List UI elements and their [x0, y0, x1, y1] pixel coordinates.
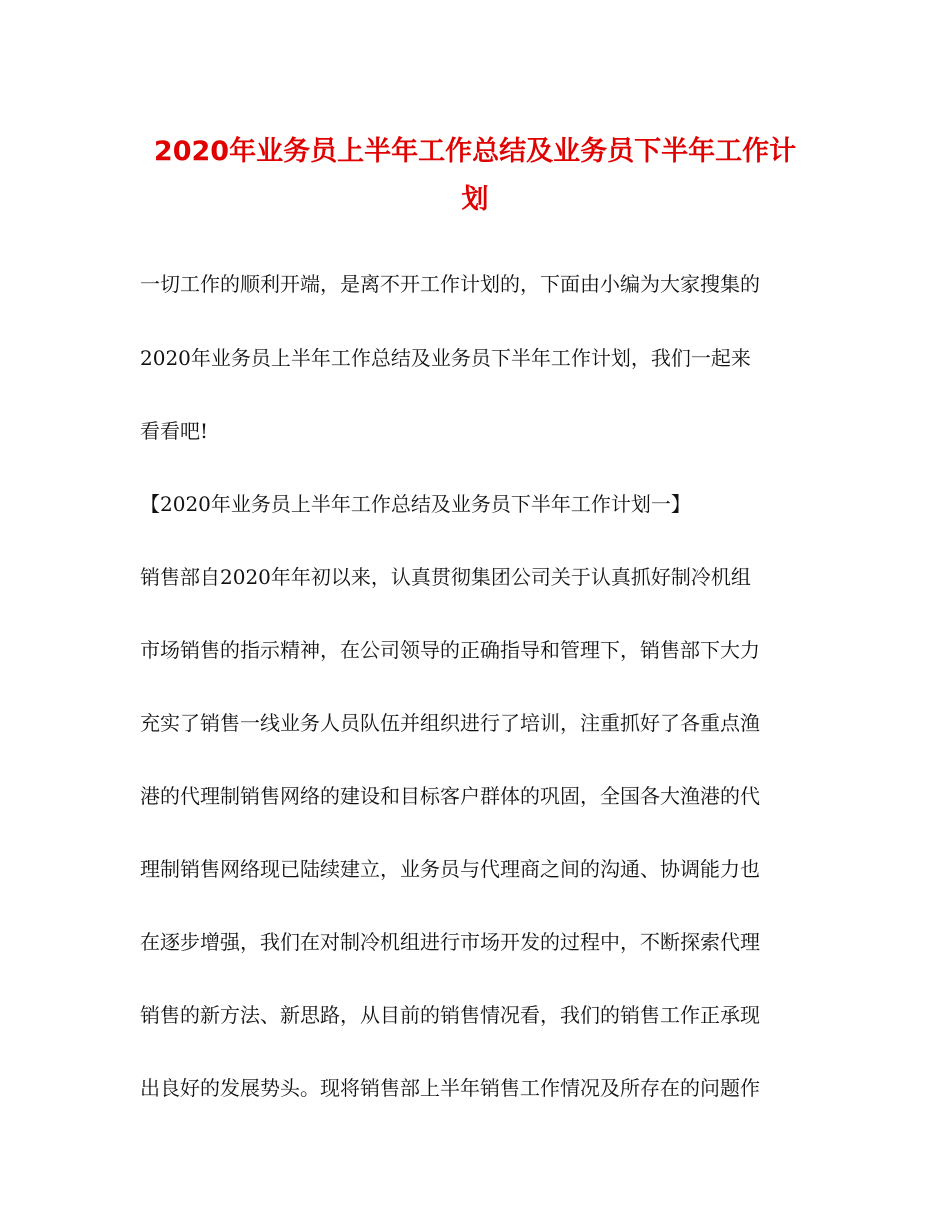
title-line-1: 2020年业务员上半年工作总结及业务员下半年工作计 [153, 136, 797, 167]
intro-line-1: 一切工作的顺利开端，是离不开工作计划的，下面由小编为大家搜集的 [140, 272, 760, 296]
body-line-1: 销售部自2020年年初以来，认真贯彻集团公司关于认真抓好制冷机组 [140, 565, 751, 589]
intro-line-2: 2020年业务员上半年工作总结及业务员下半年工作计划，我们一起来 [140, 346, 751, 370]
document-title [140, 128, 810, 224]
body-line-3: 充实了销售一线业务人员队伍并组织进行了培训，注重抓好了各重点渔 [140, 711, 760, 735]
body-line-4: 港的代理制销售网络的建设和目标客户群体的巩固，全国各大渔港的代 [140, 784, 760, 808]
title-line-2: 划 [461, 184, 489, 215]
body-line-8: 出良好的发展势头。现将销售部上半年销售工作情况及所存在的问题作 [140, 1076, 760, 1100]
body-line-5: 理制销售网络现已陆续建立，业务员与代理商之间的沟通、协调能力也 [140, 857, 760, 881]
body-line-7: 销售的新方法、新思路，从目前的销售情况看，我们的销售工作正承现 [140, 1003, 760, 1027]
intro-line-3: 看看吧! [140, 419, 209, 443]
section-heading: 【2020年业务员上半年工作总结及业务员下半年工作计划一】 [140, 492, 691, 516]
body-line-2: 市场销售的指示精神，在公司领导的正确指导和管理下，销售部下大力 [140, 638, 760, 662]
body-line-6: 在逐步增强，我们在对制冷机组进行市场开发的过程中，不断探索代理 [140, 930, 760, 954]
